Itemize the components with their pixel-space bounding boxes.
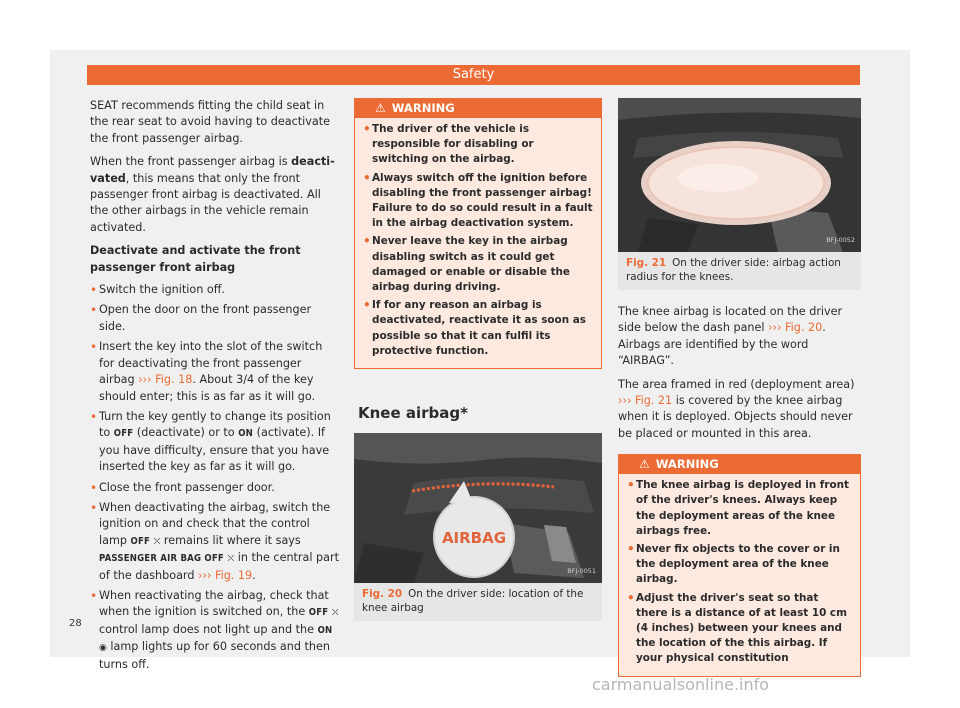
list-item: • Close the front passenger door.: [90, 480, 340, 496]
warning-header: ⚠ WARNING: [355, 99, 601, 118]
paragraph: When the front passenger airbag is deactivated, this means that only the front passenger front airbag is deactivated. All the other airbags in the vehicle remain activated.: [90, 155, 335, 234]
list-item: • Switch the ignition off.: [90, 282, 340, 298]
warning-item: • The knee airbag is deployed in front of the driver's knees. Always keep the deployment areas of the knee airbags free.: [627, 478, 852, 539]
knee-airbag-radius-illustration: [618, 98, 861, 252]
warning-box: [618, 454, 861, 676]
list-item: • Turn the key gently to change its position to OFF (deactivate) or to ON (activate). If you have difficulty, ensure that you have inserted the key as far as it will go.: [90, 409, 340, 476]
on-indicator: ON: [317, 624, 333, 636]
section-title: Knee airbag*: [358, 404, 468, 423]
figure-code: BFJ-0051: [567, 567, 596, 576]
warning-body: [619, 474, 860, 675]
column-left: [90, 98, 340, 677]
off-indicator: OFF: [130, 535, 151, 547]
warning-item: • If for any reason an airbag is deactivated, reactivate it as soon as possible so that it can fulfil its protective function.: [363, 298, 593, 359]
off-indicator: OFF: [113, 428, 134, 440]
figure-link[interactable]: ››› Fig. 19: [198, 568, 253, 582]
figure-caption: Fig. 20 On the driver side: location of the knee airbag: [354, 583, 602, 621]
airbag-person-icon: ⛌: [153, 536, 161, 547]
passenger-airbag-off-label: PASSENGER AIR BAG OFF: [99, 553, 224, 565]
warning-item: • Never fix objects to the cover or in the deployment area of the knee airbag.: [627, 542, 852, 588]
warning-triangle-icon: ⚠: [375, 101, 386, 115]
section-header: Safety: [87, 65, 860, 85]
list-item: • When deactivating the airbag, switch the ignition on and check that the control lamp OFF ⛌ remains lit where it says PASSENGER AIR BAG OFF ⛌ in the central part of the dashboard ››› Fig. 19.: [90, 500, 340, 584]
airbag-person-icon: ⛌: [331, 608, 339, 619]
column-middle: [354, 98, 602, 621]
subheading: Deactivate and activate the front passenger front airbag: [90, 244, 301, 274]
warning-item: • Adjust the driver's seat so that there is a distance of at least 10 cm (4 inches) between your knees and the location of the this airbag. If your physical constitution: [627, 591, 852, 667]
list-item: • When reactivating the airbag, check that when the ignition is switched on, the OFF ⛌ control lamp does not light up and the ON ◉ lamp lights up for 60 seconds and then turns off.: [90, 588, 340, 673]
paragraph: The area framed in red (deployment area) ››› Fig. 21 is covered by the knee airbag when it is deployed. Objects should never be placed or mounted in this area.: [618, 377, 855, 440]
paragraph: The knee airbag is located on the driver side below the dash panel ››› Fig. 20. Airbags are identified by the word “AIRBAG”.: [618, 305, 843, 368]
figure-code: BFJ-0052: [826, 235, 855, 244]
figure-caption: Fig. 21 On the driver side: airbag action radius for the knees.: [618, 252, 861, 290]
warning-item: • The driver of the vehicle is responsible for disabling or switching on the airbag.: [363, 122, 593, 168]
off-indicator: OFF: [308, 607, 329, 619]
warning-item: • Always switch off the ignition before disabling the front passenger airbag! Failure to do so could result in a fault in the airbag deactivation system.: [363, 171, 593, 232]
on-indicator: ON: [238, 428, 254, 440]
column-right: [618, 98, 861, 677]
list-item: • Open the door on the front passenger side.: [90, 302, 340, 335]
paragraph: SEAT recommends fitting the child seat in the rear seat to avoid having to deactivate the front passenger airbag.: [90, 99, 330, 145]
airbag-label: AIRBAG: [441, 529, 507, 548]
warning-body: [355, 118, 601, 368]
warning-triangle-icon: ⚠: [639, 457, 650, 472]
knee-airbag-illustration: [354, 433, 602, 583]
watermark: carmanualsonline.info: [592, 675, 770, 694]
warning-item: • Never leave the key in the airbag disabling switch as it could get damaged or enable or disable the airbag during driving.: [363, 234, 593, 295]
airbag-person-icon: ◉: [99, 643, 107, 654]
figure-link[interactable]: ››› Fig. 20: [768, 321, 823, 335]
airbag-person-icon: ⛌: [227, 554, 235, 565]
figure-link[interactable]: ››› Fig. 18: [138, 373, 193, 387]
page-number: 28: [69, 618, 82, 629]
warning-box: [354, 98, 602, 369]
figure-knee-airbag-radius: [618, 98, 861, 252]
warning-header: ⚠ WARNING: [619, 455, 860, 474]
list-item: • Insert the key into the slot of the switch for deactivating the front passenger airbag ››› Fig. 18. About 3/4 of the key should enter; this is as far as it will go.: [90, 339, 340, 405]
figure-knee-airbag-location: [354, 433, 602, 583]
figure-link[interactable]: ››› Fig. 21: [618, 394, 673, 408]
